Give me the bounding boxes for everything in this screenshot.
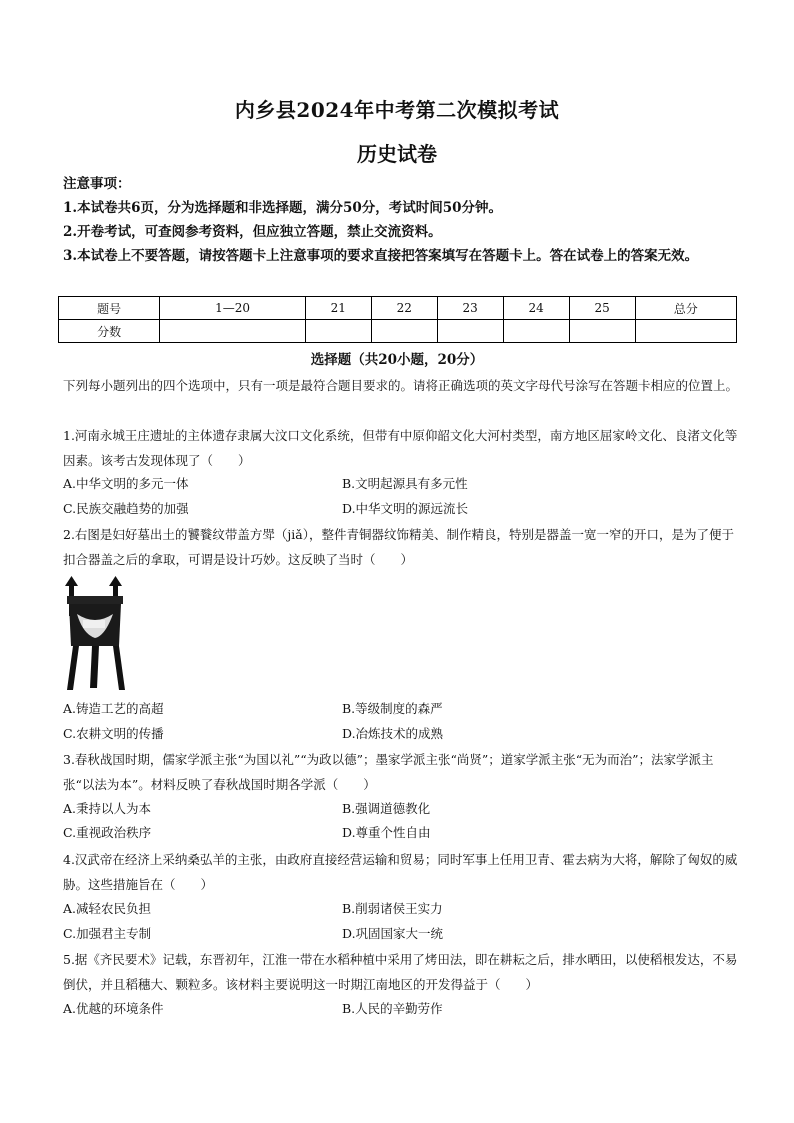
score-table-cell: 1—20 [160, 297, 305, 320]
question-2-option-a: A.铸造工艺的高超 [63, 701, 164, 716]
question-4-option-a: A.减轻农民负担 [63, 901, 152, 916]
score-table-cell: 题号 [59, 297, 160, 320]
question-2-option-c: C.农耕文明的传播 [63, 726, 164, 741]
question-3-option-d: D.尊重个性自由 [342, 825, 431, 840]
score-table-cell: 21 [305, 297, 371, 320]
score-table-score-row [59, 320, 737, 343]
question-3-stem: 3.春秋战国时期，儒家学派主张“为国以礼”“为政以德”；墨家学派主张“尚贤”；道家学派主张“无为而治”；法家学派主张“以法为本”。材料反映了春秋战国时期各学派（ ） [63, 752, 714, 792]
score-table [58, 296, 737, 343]
score-cell-empty [569, 320, 635, 343]
score-table-cell: 23 [437, 297, 503, 320]
notice-heading: 注意事项： [63, 176, 131, 192]
score-cell-empty [635, 320, 736, 343]
score-table-cell: 22 [371, 297, 437, 320]
question-2-option-d: D.冶炼技术的成熟 [342, 726, 444, 741]
question-1-option-c: C.民族交融趋势的加强 [63, 501, 189, 516]
score-cell-empty [305, 320, 371, 343]
question-3-option-c: C.重视政治秩序 [63, 825, 152, 840]
score-table-header-row [59, 297, 737, 320]
score-cell-empty [371, 320, 437, 343]
question-4-stem: 4.汉武帝在经济上采纳桑弘羊的主张，由政府直接经营运输和贸易；同时军事上任用卫青、霍去病为大将，解除了匈奴的威胁。这些措施旨在（ ） [63, 852, 738, 892]
question-1-stem: 1.河南永城王庄遗址的主体遗存隶属大汶口文化系统，但带有中原仰韶文化大河村类型，南方地区屈家岭文化、良渚文化等因素。该考古发现体现了（ ） [63, 428, 738, 468]
question-2-option-b: B.等级制度的森严 [342, 701, 443, 716]
question-5-option-b: B.人民的辛勤劳作 [342, 1001, 443, 1016]
score-cell-empty [503, 320, 569, 343]
bronze-jia-vessel-figure [63, 574, 133, 692]
question-3-option-b: B.强调道德教化 [342, 801, 431, 816]
score-table-cell: 25 [569, 297, 635, 320]
question-4-option-b: B.削弱诸侯王实力 [342, 901, 443, 916]
question-3-option-a: A.秉持以人为本 [63, 801, 152, 816]
exam-subtitle: 历史试卷 [357, 142, 437, 166]
question-5-option-a: A.优越的环境条件 [63, 1001, 164, 1016]
question-4-option-c: C.加强君主专制 [63, 926, 152, 941]
question-2-stem: 2.右图是妇好墓出土的饕餮纹带盖方斝（jiǎ），整件青铜器纹饰精美、制作精良，特别是器盖一宽一窄的开口，是为了便于扣合器盖之后的拿取，可谓是设计巧妙。这反映了当时（ ） [63, 527, 735, 567]
notice-item: 1.本试卷共6页，分为选择题和非选择题，满分50分，考试时间50分钟。 [63, 200, 503, 216]
question-5-stem: 5.据《齐民要术》记载，东晋初年，江淮一带在水稻种植中采用了烤田法，即在耕耘之后，排水晒田，以使稻根发达，不易倒伏，并且稻穗大、颗粒多。该材料主要说明这一时期江南地区的开发得益于（ ） [63, 952, 738, 992]
notice-item: 2.开卷考试，可查阅参考资料，但应独立答题，禁止交流资料。 [63, 224, 442, 240]
question-1-option-b: B.文明起源具有多元性 [342, 476, 468, 491]
score-cell-empty [437, 320, 503, 343]
question-1-option-d: D.中华文明的源远流长 [342, 501, 469, 516]
score-table-row-label: 分数 [59, 320, 160, 343]
section-instruction: 下列每小题列出的四个选项中，只有一项是最符合题目要求的。请将正确选项的英文字母代号涂写在答题卡相应的位置上。 [63, 378, 739, 393]
score-table-cell: 24 [503, 297, 569, 320]
score-cell-empty [160, 320, 305, 343]
score-table-cell: 总分 [635, 297, 736, 320]
exam-title: 内乡县2024年中考第二次模拟考试 [234, 98, 560, 122]
question-4-option-d: D.巩固国家大一统 [342, 926, 444, 941]
section-heading: 选择题（共20小题，20分） [310, 352, 484, 368]
notice-item: 3.本试卷上不要答题，请按答题卡上注意事项的要求直接把答案填写在答题卡上。答在试卷上的答案无效。 [63, 248, 699, 264]
question-1-option-a: A.中华文明的多元一体 [63, 476, 189, 491]
